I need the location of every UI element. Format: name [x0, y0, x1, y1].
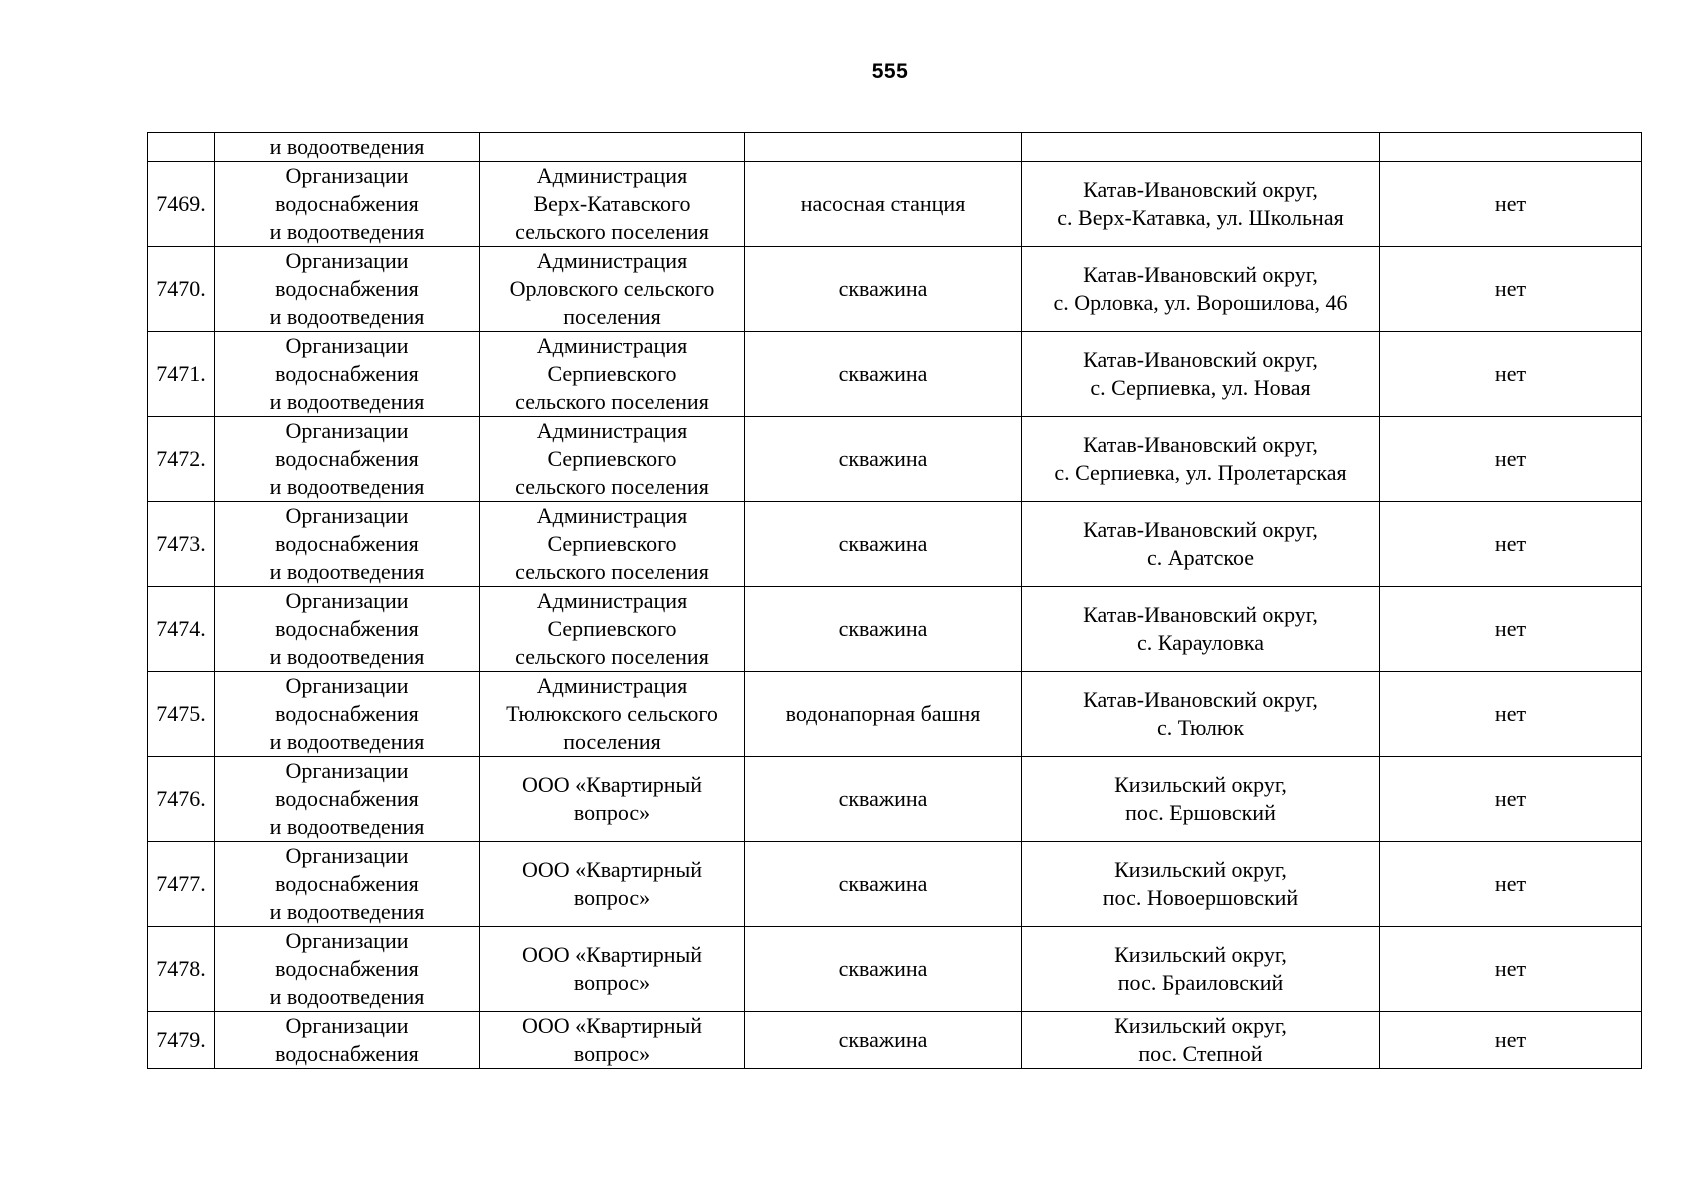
value-text: нет [1494, 191, 1527, 216]
cell-location [1022, 247, 1380, 332]
object-type: скважина [838, 786, 928, 811]
row-number: 7471. [156, 361, 206, 386]
value-text: нет [1494, 871, 1527, 896]
category-line: Организации [285, 418, 409, 443]
category-line: водоснабжения [275, 531, 419, 556]
cell-value [1380, 417, 1642, 502]
category-line: водоснабжения [275, 191, 419, 216]
row-number: 7474. [156, 616, 206, 641]
table-row [148, 1012, 1642, 1069]
cell-value [1380, 332, 1642, 417]
cell-value [1380, 502, 1642, 587]
object-type: скважина [838, 276, 928, 301]
cell-owner [480, 133, 745, 162]
owner-line: Администрация [536, 248, 688, 273]
page-number: 555 [871, 60, 909, 83]
cell-number [148, 417, 215, 502]
row-number: 7477. [156, 871, 206, 896]
location-line: Катав-Ивановский округ, [1083, 262, 1318, 287]
cell-value [1380, 1012, 1642, 1069]
cell-object [745, 247, 1022, 332]
cell-location [1022, 332, 1380, 417]
owner-line: сельского поселения [515, 389, 709, 414]
location-line: с. Верх-Катавка, ул. Школьная [1057, 205, 1344, 230]
row-number: 7478. [156, 956, 206, 981]
table-row [148, 842, 1642, 927]
cell-owner [480, 247, 745, 332]
category-line: и водоотведения [269, 899, 425, 924]
cell-number [148, 757, 215, 842]
location-line: Кизильский округ, [1114, 1013, 1287, 1038]
owner-line: сельского поселения [515, 474, 709, 499]
location-line: пос. Ершовский [1125, 800, 1276, 825]
cell-number [148, 927, 215, 1012]
cell-number [148, 587, 215, 672]
cell-location [1022, 502, 1380, 587]
value-text: нет [1494, 616, 1527, 641]
cell-category [215, 757, 480, 842]
category-line: водоснабжения [275, 276, 419, 301]
table-row [148, 417, 1642, 502]
cell-object [745, 672, 1022, 757]
object-type: водонапорная башня [785, 701, 981, 726]
value-text: нет [1494, 786, 1527, 811]
cell-owner [480, 672, 745, 757]
category-line: водоснабжения [275, 1041, 419, 1066]
register-table [147, 132, 1642, 1069]
owner-line: ООО «Квартирный [521, 857, 703, 882]
owner-line: Серпиевского [547, 446, 677, 471]
owner-line: сельского поселения [515, 559, 709, 584]
category-line: и водоотведения [269, 219, 425, 244]
owner-line: Тюлюкского сельского [506, 701, 718, 726]
cell-value [1380, 162, 1642, 247]
owner-line: Администрация [536, 163, 688, 188]
cell-value [1380, 587, 1642, 672]
location-line: Катав-Ивановский округ, [1083, 177, 1318, 202]
cell-category [215, 332, 480, 417]
location-line: пос. Степной [1138, 1041, 1263, 1066]
value-text: нет [1494, 956, 1527, 981]
cell-object [745, 417, 1022, 502]
category-line: водоснабжения [275, 786, 419, 811]
cell-location [1022, 672, 1380, 757]
cell-owner [480, 587, 745, 672]
cell-number [148, 332, 215, 417]
category-line: водоснабжения [275, 701, 419, 726]
value-text: нет [1494, 361, 1527, 386]
row-number: 7473. [156, 531, 206, 556]
owner-line: вопрос» [573, 970, 651, 995]
cell-number [148, 247, 215, 332]
cell-object [745, 587, 1022, 672]
row-number: 7469. [156, 191, 206, 216]
owner-line: Серпиевского [547, 361, 677, 386]
cell-object [745, 842, 1022, 927]
object-type: скважина [838, 446, 928, 471]
owner-line: Серпиевского [547, 616, 677, 641]
value-text: нет [1494, 1027, 1527, 1052]
cell-object [745, 1012, 1022, 1069]
value-text: нет [1494, 446, 1527, 471]
location-line: Катав-Ивановский округ, [1083, 432, 1318, 457]
cell-owner [480, 842, 745, 927]
owner-line: ООО «Квартирный [521, 942, 703, 967]
value-text: нет [1494, 531, 1527, 556]
cell-object [745, 162, 1022, 247]
owner-line: вопрос» [573, 1041, 651, 1066]
cell-location [1022, 757, 1380, 842]
location-line: с. Орловка, ул. Ворошилова, 46 [1053, 290, 1348, 315]
owner-line: поселения [563, 304, 661, 329]
category-line: Организации [285, 588, 409, 613]
row-number: 7472. [156, 446, 206, 471]
location-line: с. Карауловка [1136, 630, 1265, 655]
cell-category [215, 417, 480, 502]
category-line: водоснабжения [275, 871, 419, 896]
table-row [148, 162, 1642, 247]
owner-line: Верх-Катавского [533, 191, 691, 216]
cell-number [148, 162, 215, 247]
owner-line: Серпиевского [547, 531, 677, 556]
cell-location [1022, 133, 1380, 162]
category-line: и водоотведения [269, 644, 425, 669]
category-line: и водоотведения [269, 984, 425, 1009]
category-line: и водоотведения [269, 304, 425, 329]
cell-location [1022, 1012, 1380, 1069]
category-line: Организации [285, 843, 409, 868]
cell-location [1022, 927, 1380, 1012]
category-line: Организации [285, 333, 409, 358]
cell-owner [480, 927, 745, 1012]
owner-line: Орловского сельского [509, 276, 715, 301]
cell-value [1380, 133, 1642, 162]
category-line: Организации [285, 673, 409, 698]
cell-owner [480, 162, 745, 247]
owner-line: Администрация [536, 503, 688, 528]
cell-category [215, 672, 480, 757]
owner-line: вопрос» [573, 800, 651, 825]
location-line: пос. Новоершовский [1102, 885, 1299, 910]
row-number: 7475. [156, 701, 206, 726]
cell-category [215, 927, 480, 1012]
cell-value [1380, 672, 1642, 757]
cell-category [215, 842, 480, 927]
category-line: Организации [285, 503, 409, 528]
category-line: и водоотведения [269, 729, 425, 754]
table-row [148, 757, 1642, 842]
location-line: с. Тюлюк [1156, 715, 1245, 740]
category-line: и водоотведения [269, 559, 425, 584]
object-type: скважина [838, 1027, 928, 1052]
owner-line: ООО «Квартирный [521, 772, 703, 797]
cell-value [1380, 247, 1642, 332]
owner-line: поселения [563, 729, 661, 754]
owner-line: вопрос» [573, 885, 651, 910]
continuation-row [148, 133, 1642, 162]
cell-object [745, 332, 1022, 417]
cell-category [215, 502, 480, 587]
object-type: скважина [838, 361, 928, 386]
cell-category [215, 1012, 480, 1069]
category-line: и водоотведения [269, 389, 425, 414]
table-row [148, 672, 1642, 757]
category-line: и водоотведения [269, 814, 425, 839]
object-type: насосная станция [800, 191, 966, 216]
cell-value [1380, 757, 1642, 842]
category-line: и водоотведения [269, 474, 425, 499]
location-line: Кизильский округ, [1114, 857, 1287, 882]
cell-owner [480, 757, 745, 842]
cell-number [148, 842, 215, 927]
cell-location [1022, 417, 1380, 502]
cell-category [215, 587, 480, 672]
owner-line: сельского поселения [515, 644, 709, 669]
cell-owner [480, 502, 745, 587]
cell-object [745, 927, 1022, 1012]
cell-number [148, 133, 215, 162]
cell-location [1022, 587, 1380, 672]
location-line: Катав-Ивановский округ, [1083, 517, 1318, 542]
owner-line: ООО «Квартирный [521, 1013, 703, 1038]
cell-object [745, 502, 1022, 587]
cell-category [215, 133, 480, 162]
location-line: с. Аратское [1146, 545, 1255, 570]
object-type: скважина [838, 531, 928, 556]
category-line: водоснабжения [275, 446, 419, 471]
category-line: Организации [285, 163, 409, 188]
owner-line: Администрация [536, 418, 688, 443]
cell-number [148, 502, 215, 587]
table-row [148, 587, 1642, 672]
object-type: скважина [838, 871, 928, 896]
location-line: Катав-Ивановский округ, [1083, 687, 1318, 712]
owner-line: Администрация [536, 673, 688, 698]
category-line: Организации [285, 758, 409, 783]
table-row [148, 927, 1642, 1012]
cell-number [148, 672, 215, 757]
value-text: нет [1494, 276, 1527, 301]
row-number: 7470. [156, 276, 206, 301]
row-number: 7479. [156, 1027, 206, 1052]
object-type: скважина [838, 616, 928, 641]
location-line: Кизильский округ, [1114, 772, 1287, 797]
category-line: Организации [285, 248, 409, 273]
table-row [148, 332, 1642, 417]
object-type: скважина [838, 956, 928, 981]
category-line: Организации [285, 928, 409, 953]
owner-line: Администрация [536, 588, 688, 613]
cell-location [1022, 842, 1380, 927]
owner-line: сельского поселения [515, 219, 709, 244]
cell-owner [480, 1012, 745, 1069]
location-line: с. Серпиевка, ул. Новая [1090, 375, 1311, 400]
location-line: Катав-Ивановский округ, [1083, 602, 1318, 627]
cell-object [745, 757, 1022, 842]
cell-object [745, 133, 1022, 162]
owner-line: Администрация [536, 333, 688, 358]
location-line: Кизильский округ, [1114, 942, 1287, 967]
cell-number [148, 1012, 215, 1069]
cell-owner [480, 332, 745, 417]
cell-location [1022, 162, 1380, 247]
category-line: водоснабжения [275, 361, 419, 386]
cell-category [215, 162, 480, 247]
register-table-body [148, 133, 1642, 1069]
category-line: водоснабжения [275, 956, 419, 981]
category-line: и водоотведения [269, 134, 425, 159]
category-line: Организации [285, 1013, 409, 1038]
cell-category [215, 247, 480, 332]
cell-value [1380, 842, 1642, 927]
location-line: пос. Браиловский [1117, 970, 1284, 995]
table-row [148, 502, 1642, 587]
category-line: водоснабжения [275, 616, 419, 641]
cell-value [1380, 927, 1642, 1012]
location-line: Катав-Ивановский округ, [1083, 347, 1318, 372]
location-line: с. Серпиевка, ул. Пролетарская [1054, 460, 1347, 485]
table-row [148, 247, 1642, 332]
value-text: нет [1494, 701, 1527, 726]
cell-owner [480, 417, 745, 502]
row-number: 7476. [156, 786, 206, 811]
